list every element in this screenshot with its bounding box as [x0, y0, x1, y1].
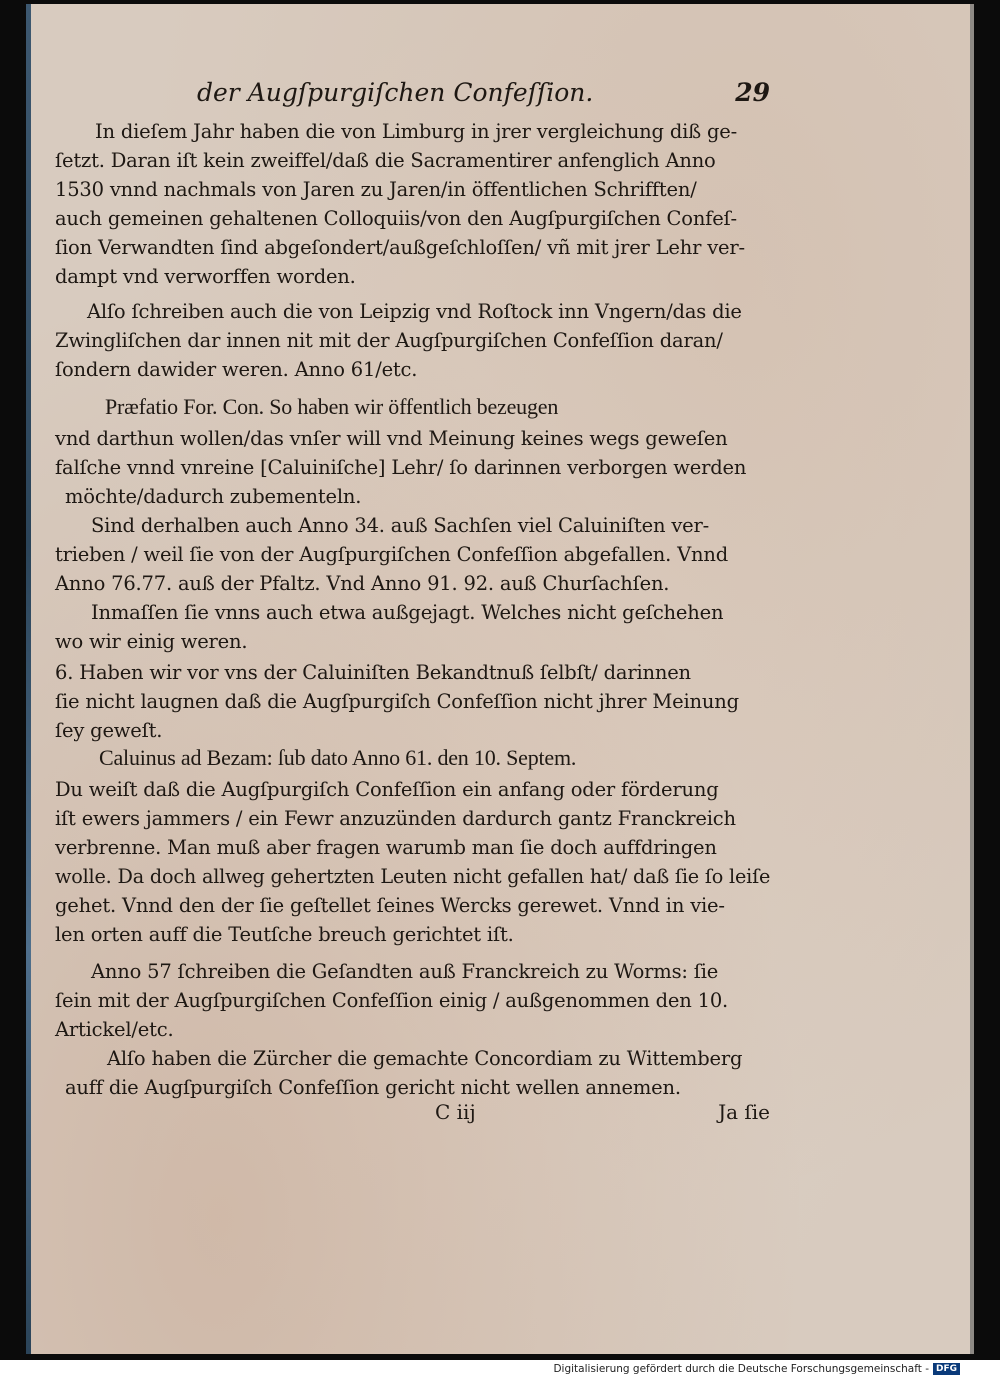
text-line: Anno 76.77. auß der Pfaltz. Vnd Anno 91. 92. auß Churſachſen. — [55, 572, 670, 595]
text-line: Zwingliſchen dar innen nit mit der Augſpurgiſchen Confeſſion daran/ — [55, 329, 723, 352]
text-line: gehet. Vnnd den der ſie geſtellet ſeines Wercks gerewet. Vnnd in vie- — [55, 894, 725, 917]
text-line: falſche vnnd vnreine [Caluiniſche] Lehr/ ſo darinnen verborgen werden — [55, 456, 747, 479]
text-line: Du weiſt daß die Augſpurgiſch Confeſſion ein anfang oder förderung — [55, 778, 719, 801]
text-line: auff die Augſpurgiſch Confeſſion gericht nicht wellen annemen. — [65, 1076, 681, 1099]
text-line: Anno 57 ſchreiben die Geſandten auß Franckreich zu Worms: ſie — [91, 960, 719, 983]
page-text — [55, 78, 771, 1124]
digitization-credit — [553, 1363, 960, 1375]
text-line: 1530 vnnd nachmals von Jaren zu Jaren/in öffentlichen Schrifften/ — [55, 178, 697, 201]
text-line: iſt ewers jammers / ein Fewr anzuzünden dardurch gantz Franckreich — [55, 807, 736, 830]
text-line: 6. Haben wir vor vns der Caluiniſten Bekandtnuß ſelbſt/ darinnen — [55, 661, 691, 684]
dfg-logo: DFG — [933, 1363, 960, 1375]
text-line: Sind derhalben auch Anno 34. auß Sachſen viel Caluiniſten ver- — [91, 514, 709, 537]
text-line: verbrenne. Man muß aber fragen warumb man ſie doch auffdringen — [55, 836, 717, 859]
text-line: wo wir einig weren. — [55, 630, 248, 653]
text-line: dampt vnd verworffen worden. — [55, 265, 356, 288]
running-title: der Augſpurgiſchen Confeſſion. — [197, 78, 594, 107]
text-line: ſetzt. Daran iſt kein zweiffel/daß die Sacramentirer anfenglich Anno — [55, 149, 716, 172]
credit-text: Digitalisierung gefördert durch die Deutsche Forschungsgemeinschaft - — [553, 1363, 929, 1375]
text-line: vnd darthun wollen/das vnſer will vnd Meinung keines wegs geweſen — [55, 427, 728, 450]
text-line: möchte/dadurch zubementeln. — [65, 485, 362, 508]
signature-mark: C iij — [435, 1100, 476, 1124]
text-line: trieben / weil ſie von der Augſpurgiſchen Confeſſion abgefallen. Vnnd — [55, 543, 729, 566]
text-line: ſion Verwandten ſind abgeſondert/außgeſchloſſen/ vñ mit jrer Lehr ver- — [55, 236, 745, 259]
text-line: ſein mit der Augſpurgiſchen Confeſſion einig / außgenommen den 10. — [55, 989, 729, 1012]
text-line: auch gemeinen gehaltenen Colloquiis/von den Augſpurgiſchen Confeſ- — [55, 207, 737, 230]
text-line: Inmaſſen ſie vnns auch etwa außgejagt. Welches nicht geſchehen — [91, 601, 724, 624]
running-head — [55, 78, 770, 114]
page-edge — [970, 4, 974, 1354]
text-line: wolle. Da doch allweg gehertzten Leuten nicht gefallen hat/ daß ſie ſo leiſe — [55, 865, 771, 888]
text-line: len orten auff die Teutſche breuch gerichtet iſt. — [55, 923, 514, 946]
page-number: 29 — [735, 78, 770, 107]
catchword: Ja ſie — [718, 1100, 770, 1124]
text-line: Præfatio For. Con. So haben wir öffentlich bezeugen — [105, 394, 559, 419]
text-line: ſie nicht laugnen daß die Augſpurgiſch Confeſſion nicht jhrer Meinung — [55, 690, 739, 713]
text-line: Alſo haben die Zürcher die gemachte Concordiam zu Wittemberg — [107, 1047, 743, 1070]
text-line: Alſo ſchreiben auch die von Leipzig vnd Roſtock inn Vngern/das die — [87, 300, 742, 323]
text-line: In dieſem Jahr haben die von Limburg in jrer vergleichung diß ge- — [95, 120, 737, 143]
text-line: ſey geweſt. — [55, 719, 163, 742]
text-line: Artickel/etc. — [55, 1018, 174, 1041]
text-line: ſondern dawider weren. Anno 61/etc. — [55, 358, 418, 381]
text-line: Caluinus ad Bezam: ſub dato Anno 61. den 10. Septem. — [99, 745, 577, 770]
